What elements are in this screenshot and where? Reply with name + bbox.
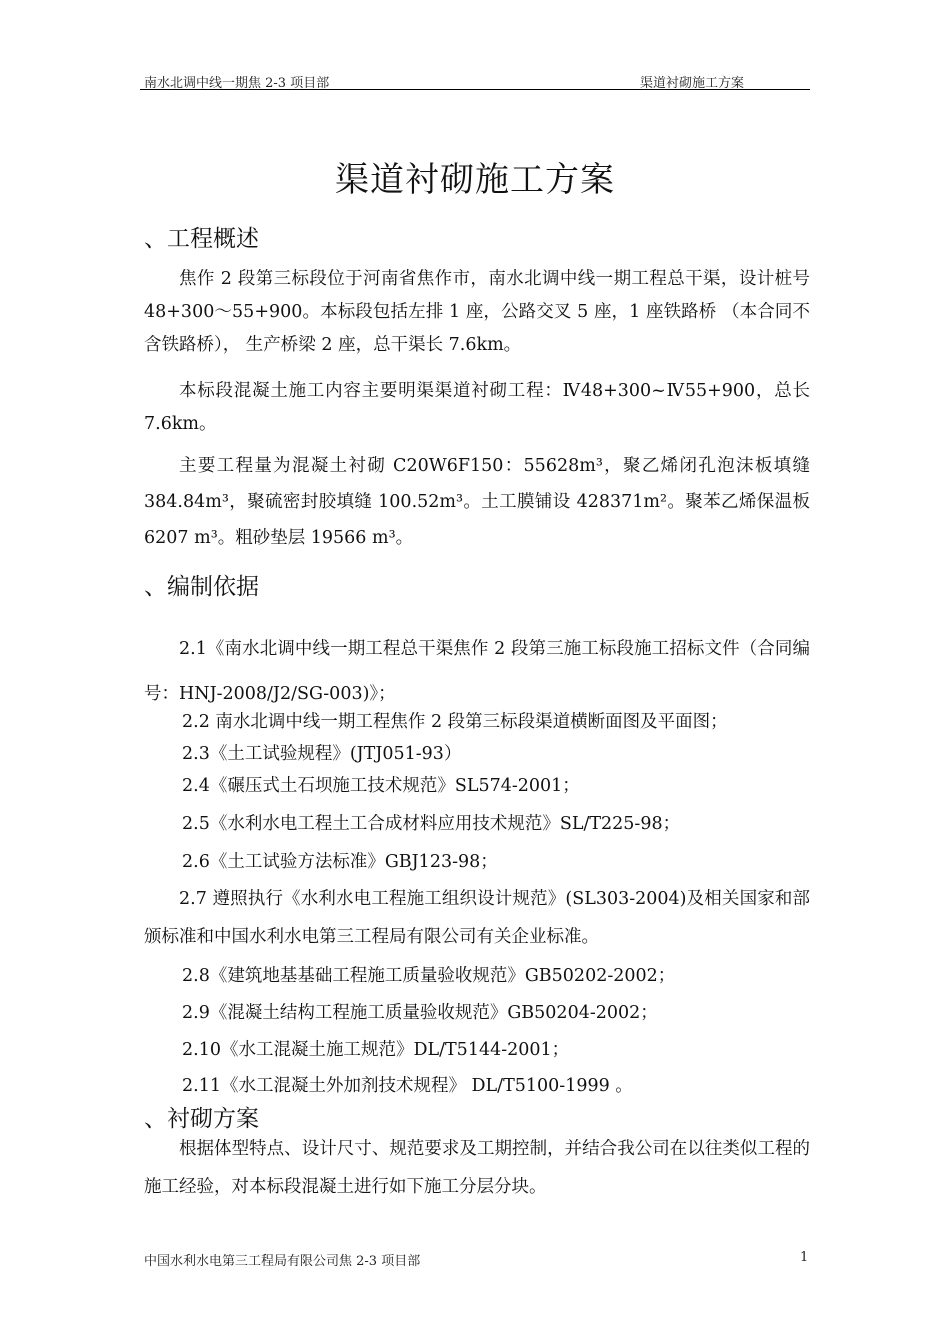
paragraph: 本标段混凝土施工内容主要明渠渠道衬砌工程：Ⅳ48+300~Ⅳ55+900，总长 7.6km。 xyxy=(144,381,810,434)
section-heading-overview: 、工程概述 xyxy=(144,226,259,252)
paragraph: 根据体型特点、设计尺寸、规范要求及工期控制，并结合我公司在以往类似工程的施工经验，对本标段混凝土进行如下施工分层分块。 xyxy=(144,1139,810,1197)
list-item: 2.3《土工试验规程》(JTJ051-93） xyxy=(182,744,462,764)
page-title: 渠道衬砌施工方案 xyxy=(335,160,615,200)
list-item: 2.5《水利水电工程土工合成材料应用技术规范》SL/T225-98； xyxy=(182,814,681,834)
list-item: 2.7 遵照执行《水利水电工程施工组织设计规范》(SL303-2004)及相关国家和部颁标准和中国水利水电第三工程局有限公司有关企业标准。 xyxy=(144,889,810,947)
list-item: 2.1《南水北调中线一期工程总干渠焦作 2 段第三施工标段施工招标文件（合同编号：HNJ-2008/J2/SG-003)》； xyxy=(144,639,810,704)
list-item: 2.2 南水北调中线一期工程焦作 2 段第三标段渠道横断面图及平面图； xyxy=(182,712,728,732)
list-item: 2.11《水工混凝土外加剂技术规程》 DL/T5100-1999 。 xyxy=(182,1076,633,1096)
header-doc-title: 渠道衬砌施工方案 xyxy=(640,76,745,91)
paragraph: 主要工程量为混凝土衬砌 C20W6F150：55628m³，聚乙烯闭孔泡沫板填缝 384.84m³，聚硫密封胶填缝 100.52m³。土工膜铺设 428371m²。聚苯乙烯保温板 6207 m³。粗砂垫层 19566 m³。 xyxy=(144,456,810,548)
page-number: 1 xyxy=(800,1250,809,1265)
paragraph: 焦作 2 段第三标段位于河南省焦作市，南水北调中线一期工程总干渠，设计桩号 48+300～55+900。本标段包括左排 1 座，公路交叉 5 座，1 座铁路桥 （本合同不含铁路桥）， 生产桥梁 2 座，总干渠长 7.6km。 xyxy=(144,269,810,355)
list-item: 2.4《碾压式土石坝施工技术规范》SL574-2001； xyxy=(182,776,580,796)
section-heading-basis: 、编制依据 xyxy=(144,574,259,600)
header-rule xyxy=(140,89,810,90)
header-project: 南水北调中线一期焦 2-3 项目部 xyxy=(144,76,330,91)
list-item: 2.9《混凝土结构工程施工质量验收规范》GB50204-2002； xyxy=(182,1003,658,1023)
footer-company: 中国水利水电第三工程局有限公司焦 2-3 项目部 xyxy=(144,1254,421,1269)
list-item: 2.10《水工混凝土施工规范》DL/T5144-2001； xyxy=(182,1040,570,1060)
section-heading-lining-plan: 、衬砌方案 xyxy=(144,1106,259,1132)
list-item: 2.6《土工试验方法标准》GBJ123-98； xyxy=(182,852,498,872)
list-item: 2.8《建筑地基基础工程施工质量验收规范》GB50202-2002； xyxy=(182,966,676,986)
